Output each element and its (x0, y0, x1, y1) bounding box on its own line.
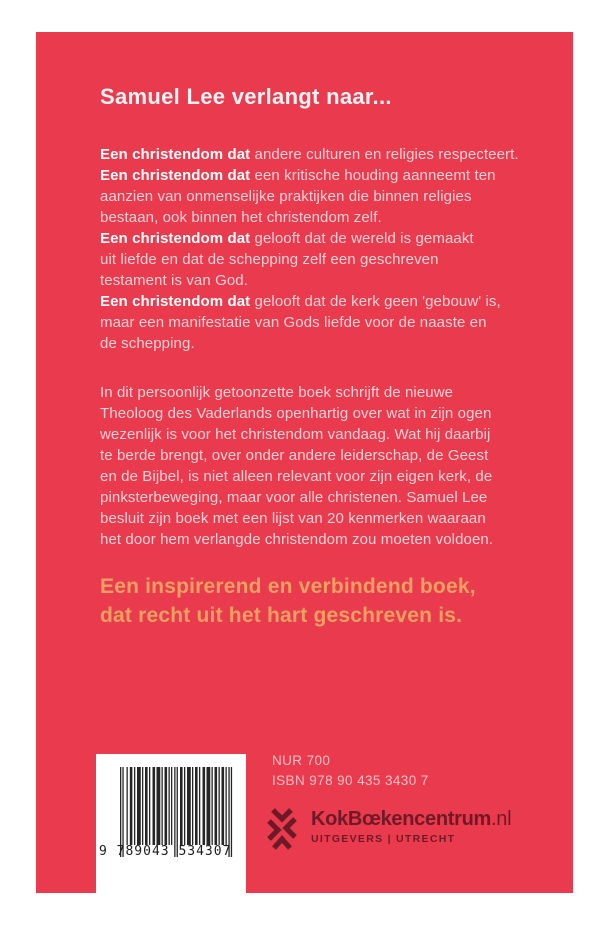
wish-line: Een christendom dat andere culturen en religies respecteert. (100, 146, 519, 163)
wish-line: aanzien van onmenselijke praktijken die binnen religies (100, 188, 472, 205)
isbn-number: ISBN 978 90 435 3430 7 (272, 772, 429, 788)
barcode (96, 754, 246, 906)
publisher-star-icon (264, 804, 300, 854)
wish-line: uit liefde en dat de schepping zelf een geschreven (100, 251, 439, 268)
barcode-digits: 9 789043 534307 (99, 844, 232, 859)
book-back-cover (36, 32, 573, 893)
description-line: Theoloog des Vaderlands openhartig over wat in zijn ogen (100, 405, 492, 422)
cover-title: Samuel Lee verlangt naar... (100, 84, 392, 109)
wish-line: Een christendom dat gelooft dat de kerk geen 'gebouw' is, (100, 293, 501, 310)
wish-line: Een christendom dat gelooft dat de wereld is gemaakt (100, 230, 474, 247)
description-line: besluit zijn boek met een lijst van 20 kenmerken waaraan (100, 510, 486, 527)
wish-line: maar een manifestatie van Gods liefde voor de naaste en (100, 314, 487, 331)
book-meta (272, 751, 429, 790)
wish-line: bestaan, ook binnen het christendom zelf. (100, 209, 382, 226)
description-line: en de Bijbel, is niet alleen relevant voor zijn eigen kerk, de (100, 468, 493, 485)
wish-line: Een christendom dat een kritische houding aanneemt ten (100, 167, 496, 184)
publisher-tagline: UITGEVERS | UTRECHT (311, 833, 456, 845)
publisher-text (311, 808, 511, 854)
publisher-name: KokBœkencentrum.nl (311, 808, 512, 830)
publisher-logo (264, 802, 511, 854)
pull-quote-line: Een inspirerend en verbindend boek, (100, 575, 476, 598)
wish-line: de schepping. (100, 335, 195, 352)
description-paragraph (100, 382, 493, 550)
pull-quote-line: dat recht uit het hart geschreven is. (100, 604, 463, 627)
description-line: wezenlijk is voor het christendom vandaag. Wat hij daarbij (100, 426, 491, 443)
description-line: pinksterbeweging, maar voor alle christenen. Samuel Lee (100, 489, 488, 506)
description-line: het door hem verlangde christendom zou moeten voldoen. (100, 531, 494, 548)
wish-line: testament is van God. (100, 272, 249, 289)
description-line: te berde brengt, over onder andere leiderschap, de Geest (100, 447, 489, 464)
wish-list (100, 144, 519, 354)
pull-quote (100, 572, 476, 630)
nur-code: NUR 700 (272, 753, 331, 768)
description-line: In dit persoonlijk getoonzette boek schrijft de nieuwe (100, 384, 454, 401)
